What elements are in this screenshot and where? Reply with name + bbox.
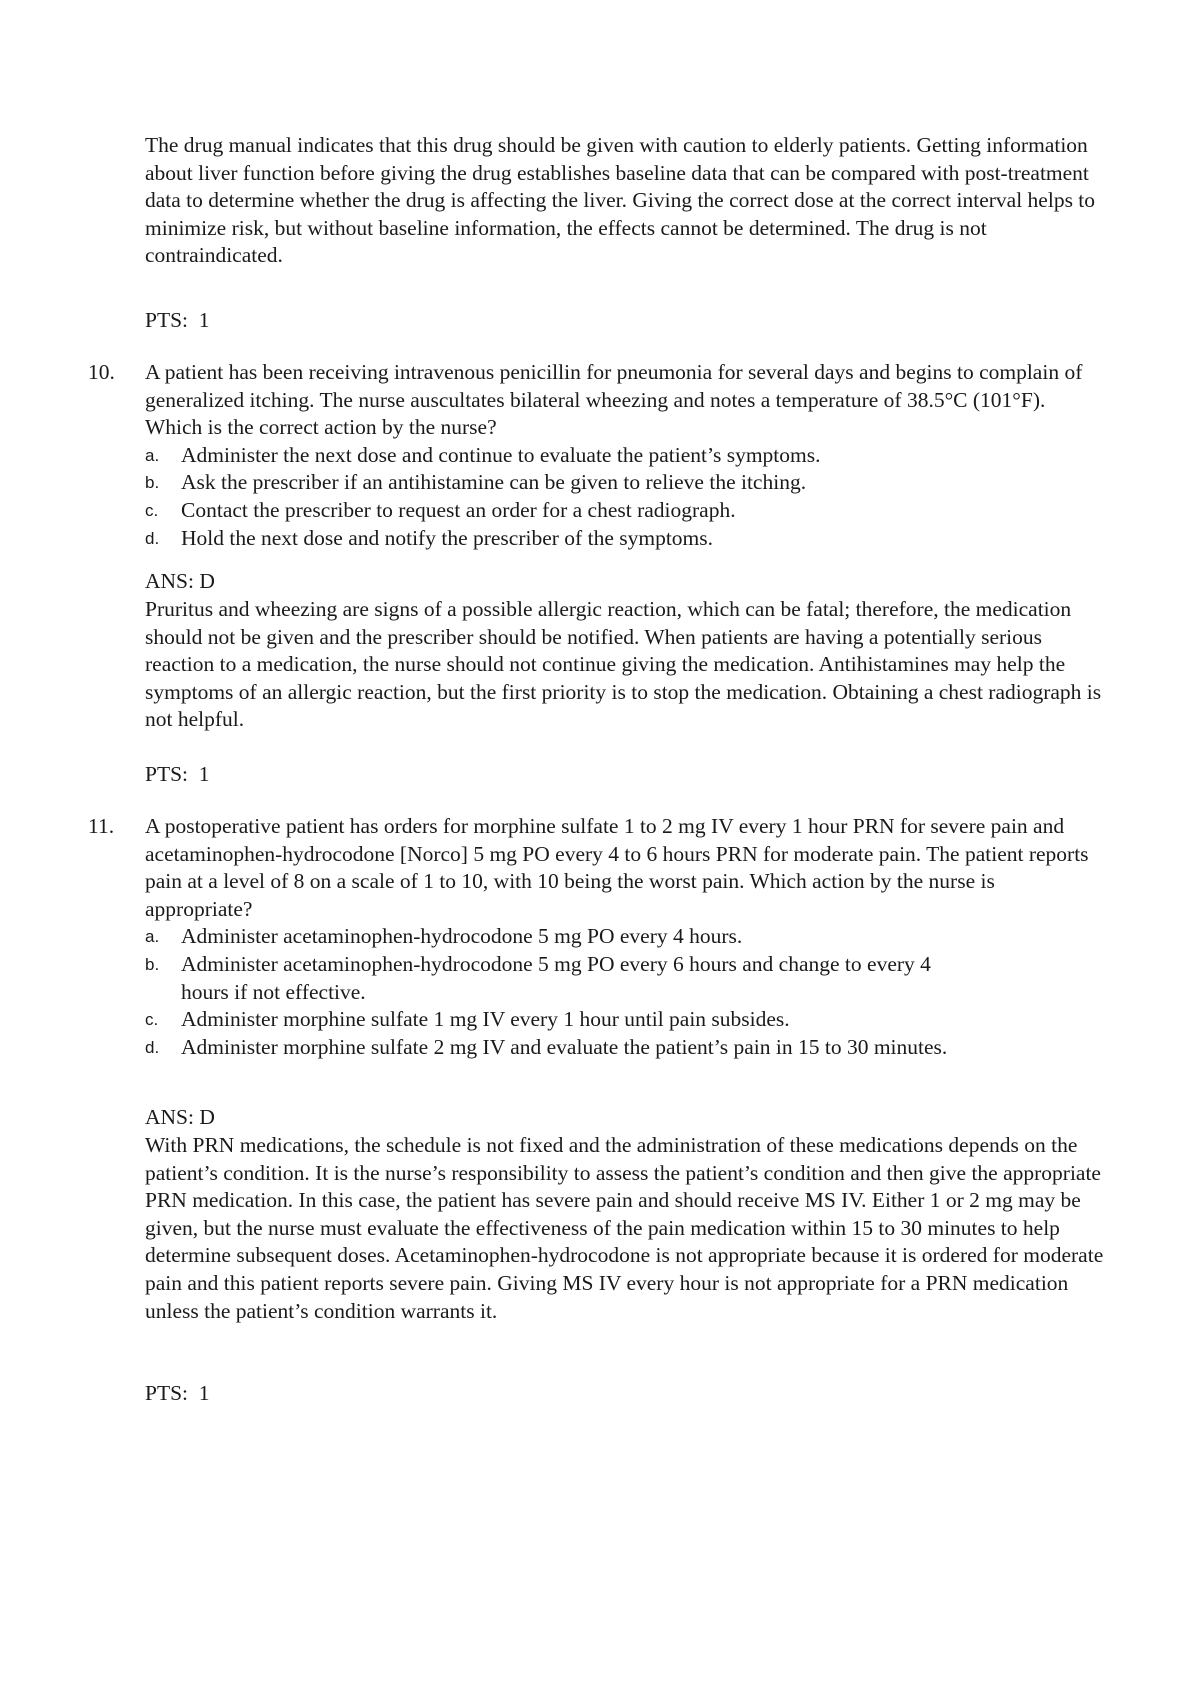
points: PTS: 1 bbox=[145, 1381, 210, 1405]
option-text: Administer morphine sulfate 1 mg IV every 1 hour until pain subsides. bbox=[181, 1007, 790, 1032]
answer-key: ANS: D bbox=[145, 569, 215, 593]
question-11 bbox=[88, 813, 1105, 1061]
option-b bbox=[145, 951, 965, 1006]
option-d bbox=[145, 525, 1105, 553]
answer-rationale: Pruritus and wheezing are signs of a possible allergic reaction, which can be fatal; therefore, the medication should not be given and the prescriber should be notified. When patients are having a potentially serious reaction to a medication, the nurse should not continue giving the medication. Antihistamines may help the symptoms of an allergic reaction, but the first priority is to stop the medication. Obtaining a chest radiograph is not helpful. bbox=[145, 597, 1102, 732]
option-text: Administer acetaminophen-hydrocodone 5 mg PO every 4 hours. bbox=[181, 924, 743, 949]
answer-key: ANS: D bbox=[145, 1105, 215, 1129]
answer-options bbox=[145, 923, 965, 1061]
option-d bbox=[145, 1034, 965, 1062]
option-letter: c. bbox=[145, 1010, 159, 1030]
option-letter: a. bbox=[145, 445, 160, 465]
option-a bbox=[145, 442, 1105, 470]
question-number: 11. bbox=[88, 814, 115, 838]
points: PTS: 1 bbox=[145, 762, 210, 786]
option-a bbox=[145, 923, 965, 951]
question-10 bbox=[88, 359, 1105, 552]
option-text: Administer acetaminophen-hydrocodone 5 mg PO every 6 hours and change to every 4 hours if not effective. bbox=[181, 951, 931, 1004]
option-text: Ask the prescriber if an antihistamine can be given to relieve the itching. bbox=[181, 470, 807, 495]
question-stem: A patient has been receiving intravenous penicillin for pneumonia for several days and begins to complain of generalized itching. The nurse auscultates bilateral wheezing and notes a temperature of 38.5°C (101°F). Which is the correct action by the nurse? bbox=[145, 360, 1083, 440]
option-text: Contact the prescriber to request an order for a chest radiograph. bbox=[181, 497, 736, 522]
intro-rationale: The drug manual indicates that this drug should be given with caution to elderly patients. Getting information about liver function before giving the drug establishes baseline data that can be compared with post-treatment data to determine whether the drug is affecting the liver. Giving the correct dose at the correct interval helps to minimize risk, but without baseline information, the effects cannot be determined. The drug is not contraindicated. bbox=[145, 133, 1096, 268]
answer-rationale: With PRN medications, the schedule is not fixed and the administration of these medications depends on the patient’s condition. It is the nurse’s responsibility to assess the patient’s condition and then give the appropriate PRN medication. In this case, the patient has severe pain and should receive MS IV. Either 1 or 2 mg may be given, but the nurse must evaluate the effectiveness of the pain medication within 15 to 30 minutes to help determine subsequent doses. Acetaminophen-hydrocodone is not appropriate because it is ordered for moderate pain and this patient reports severe pain. Giving MS IV every hour is not appropriate for a PRN medication unless the patient’s condition warrants it. bbox=[145, 1133, 1104, 1323]
option-letter: d. bbox=[145, 1037, 160, 1057]
question-number: 10. bbox=[88, 360, 115, 384]
question-stem: A postoperative patient has orders for morphine sulfate 1 to 2 mg IV every 1 hour PRN for severe pain and acetaminophen-hydrocodone [Norco] 5 mg PO every 4 to 6 hours PRN for moderate pain. The patient reports pain at a level of 8 on a scale of 1 to 10, with 10 being the worst pain. Which action by the nurse is appropriate? bbox=[145, 814, 1089, 921]
option-letter: b. bbox=[145, 954, 160, 974]
option-b bbox=[145, 469, 1105, 497]
option-letter: d. bbox=[145, 528, 160, 548]
option-letter: b. bbox=[145, 473, 160, 493]
option-text: Administer morphine sulfate 2 mg IV and evaluate the patient’s pain in 15 to 30 minutes. bbox=[181, 1034, 948, 1059]
option-c bbox=[145, 497, 1105, 525]
option-c bbox=[145, 1006, 965, 1034]
intro-pts: PTS: 1 bbox=[145, 308, 210, 332]
option-letter: c. bbox=[145, 500, 159, 520]
answer-options bbox=[145, 442, 1105, 552]
option-text: Hold the next dose and notify the prescriber of the symptoms. bbox=[181, 525, 714, 550]
option-letter: a. bbox=[145, 927, 160, 947]
option-text: Administer the next dose and continue to evaluate the patient’s symptoms. bbox=[181, 442, 821, 467]
